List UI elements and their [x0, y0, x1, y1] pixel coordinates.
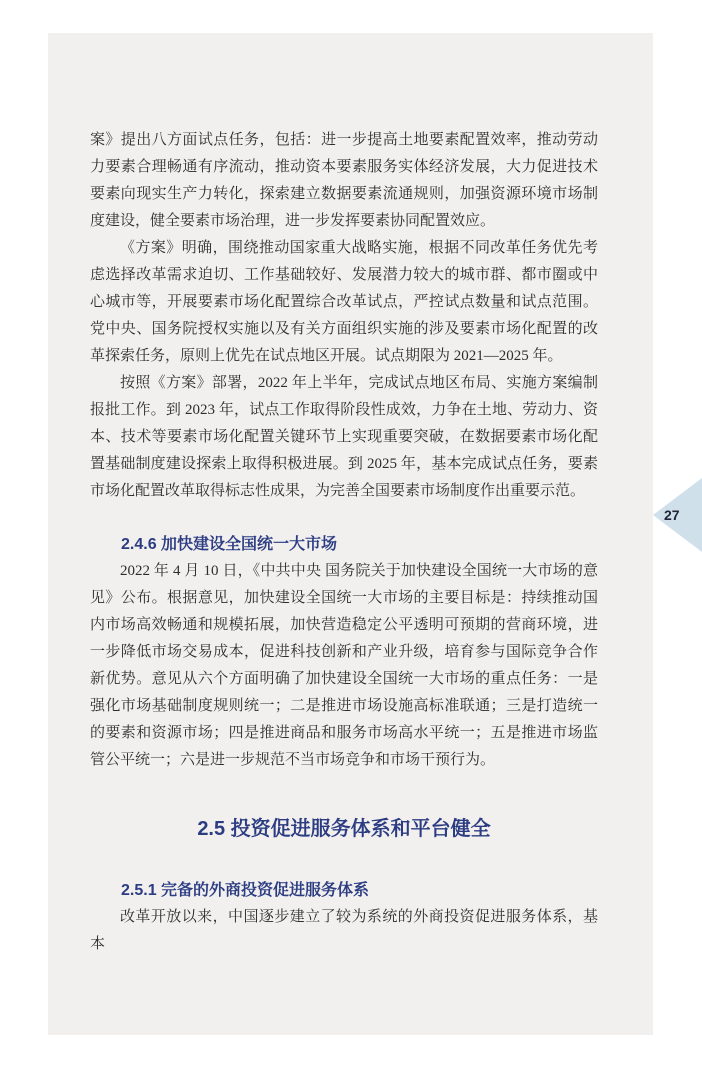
section-heading-2-5-1: 2.5.1 完备的外商投资促进服务体系: [121, 882, 370, 899]
paragraph-continuation: 案》提出八方面试点任务，包括：进一步提高土地要素配置效率，推动劳动力要素合理畅通有序流动，推动资本要素服务实体经济发展，大力促进技术要素向现实生产力转化，探索建立数据要素流通规则，加强资源环境市场制度建设，健全要素市场治理，进一步发挥要素协同配置效应。: [90, 132, 598, 229]
section-heading-2-5: 2.5 投资促进服务体系和平台健全: [197, 818, 491, 840]
paragraph-section-2-5-1: 改革开放以来，中国逐步建立了较为系统的外商投资促进服务体系，基本: [90, 909, 598, 952]
paragraph-section-2-4-6: 2022 年 4 月 10 日，《中共中央 国务院关于加快建设全国统一大市场的意见》公布。根据意见，加快建设全国统一大市场的主要目标是：持续推动国内市场高效畅通和规模拓展，加快营造稳定公平透明可预期的营商环境，进一步降低市场交易成本，促进科技创新和产业升级，培育参与国际竞争合作新优势。意见从六个方面明确了加快建设全国统一大市场的重点任务：一是强化市场基础制度规则统一；二是推进市场设施高标准联通；三是打造统一的要素和资源市场；四是推进商品和服务市场高水平统一；五是推进市场监管公平统一；六是进一步规范不当市场竞争和市场干预行为。: [90, 563, 598, 768]
page-number-tab: [653, 473, 702, 557]
paragraph-fangan-mingque: 《方案》明确，围绕推动国家重大战略实施，根据不同改革任务优先考虑选择改革需求迫切、工作基础较好、发展潜力较大的城市群、都市圈或中心城市等，开展要素市场化配置综合改革试点，严控试点数量和试点范围。党中央、国务院授权实施以及有关方面组织实施的涉及要素市场化配置的改革探索任务，原则上优先在试点地区开展。试点期限为 2021—2025 年。: [90, 240, 598, 364]
document-page: [48, 33, 680, 1035]
page-number: 27: [664, 507, 680, 523]
section-heading-2-4-6: 2.4.6 加快建设全国统一大市场: [121, 536, 338, 553]
paragraph-anzhao-bushu: 按照《方案》部署，2022 年上半年，完成试点地区布局、实施方案编制报批工作。到 2023 年，试点工作取得阶段性成效，力争在土地、劳动力、资本、技术等要素市场化配置关键环节上实现重要突破，在数据要素市场化配置基础制度建设探索上取得积极进展。到 2025 年，基本完成试点任务，要素市场化配置改革取得标志性成果，为完善全国要素市场制度作出重要示范。: [90, 375, 598, 499]
text-column: [90, 127, 598, 958]
